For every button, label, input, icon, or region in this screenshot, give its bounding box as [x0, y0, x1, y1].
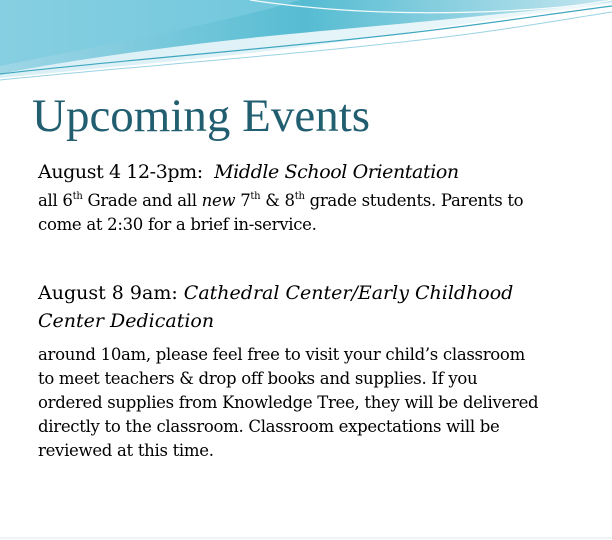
event-separator: : [171, 282, 178, 304]
event-date: August 8 9am [38, 282, 172, 304]
event-orientation [38, 158, 578, 237]
event-date: August 4 12-3pm [38, 161, 197, 183]
ordinal-suffix: th [294, 190, 305, 202]
desc-text: 7 [235, 191, 251, 210]
event-separator: : [196, 161, 203, 183]
ordinal-suffix: th [250, 190, 261, 202]
description-line: to meet teachers & drop off books and supplies. If you [38, 369, 478, 388]
description-line: directly to the classroom. Classroom expectations will be [38, 417, 500, 436]
event-dedication [38, 279, 578, 463]
desc-emphasis: new [201, 191, 236, 210]
ordinal-suffix: th [72, 190, 83, 202]
event-description [38, 343, 583, 463]
event-description [38, 189, 578, 237]
description-line: come at 2:30 for a brief in-service. [38, 215, 317, 234]
description-line: ordered supplies from Knowledge Tree, they will be delivered [38, 393, 539, 412]
event-name: Cathedral Center/Early Childhood Center Dedication [38, 282, 514, 332]
description-line: around 10am, please feel free to visit your child’s classroom [38, 345, 525, 364]
header-wave-decoration [0, 0, 612, 90]
desc-text: Grade and all [82, 191, 202, 210]
event-heading [38, 279, 578, 335]
desc-text: & 8 [260, 191, 295, 210]
bottom-divider [0, 537, 612, 539]
event-heading [38, 158, 578, 186]
desc-text: grade students. Parents to [304, 191, 524, 210]
slide-title: Upcoming Events [32, 90, 371, 142]
desc-text: all 6 [38, 191, 73, 210]
description-line: reviewed at this time. [38, 441, 214, 460]
description-line [38, 189, 578, 213]
event-name: Middle School Orientation [214, 161, 459, 183]
